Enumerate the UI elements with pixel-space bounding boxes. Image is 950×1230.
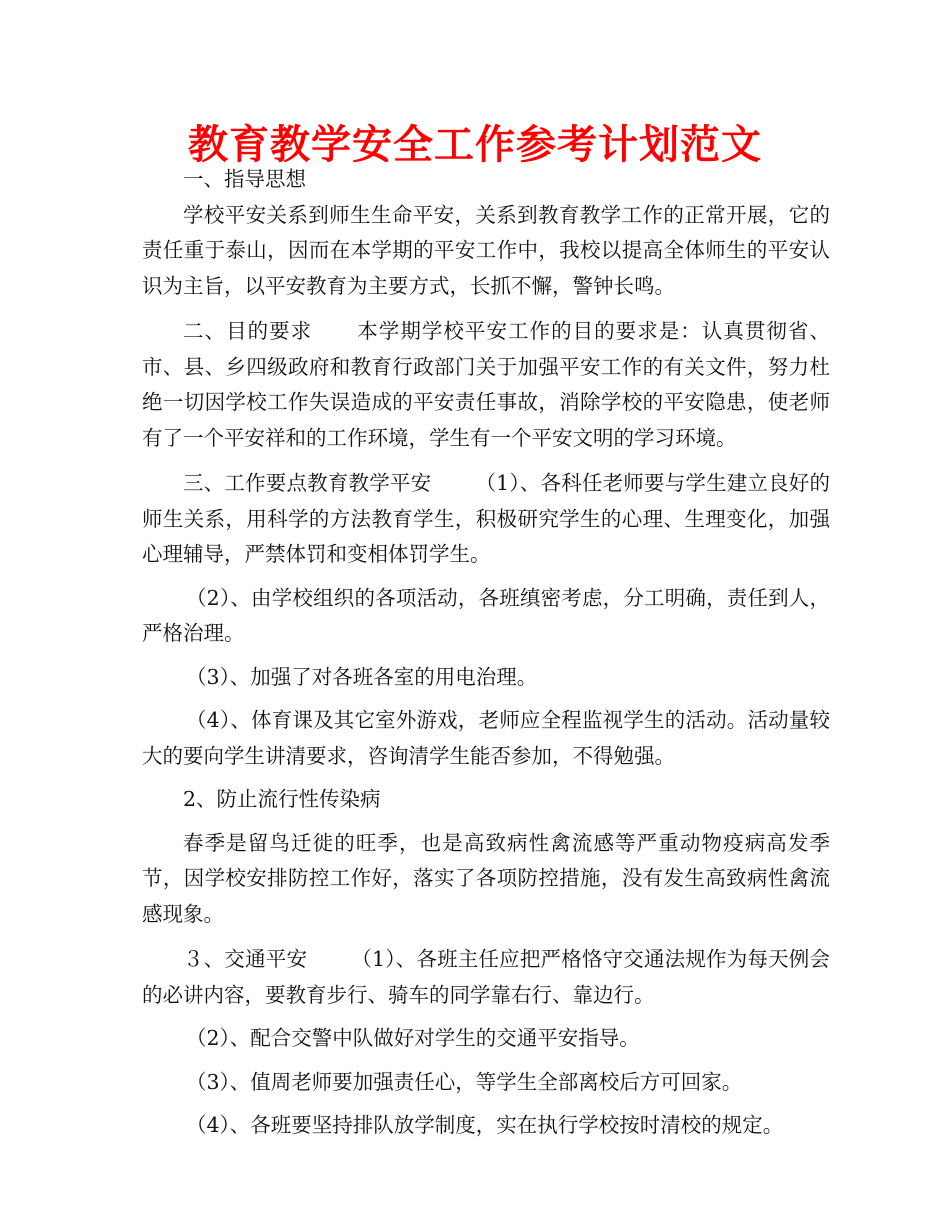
section-4-heading: 2、防止流行性传染病 xyxy=(183,787,381,811)
document-title: 教育教学安全工作参考计划范文 xyxy=(188,122,762,168)
document-body xyxy=(142,162,830,1144)
section-2-text: 本学期学校平安工作的目的要求是：认真贯彻省、市、县、乡四级政府和教育行政部门关于加强平安工作的有关文件，努力杜绝一切因学校工作失误造成的平安责任事故，消除学校的平安隐患，使老师有了一个平安祥和的工作环境，学生有一个平安文明的学习环境。 xyxy=(142,319,831,450)
section-3-paragraph xyxy=(142,466,830,573)
section-4-paragraph: 春季是留鸟迁徙的旺季，也是高致病性禽流感等严重动物疫病高发季节，因学校安排防控工作好，落实了各项防控措施，没有发生高致病性禽流感现象。 xyxy=(142,830,830,926)
section-3-item-1: （1）、各科任老师要与学生建立良好的师生关系，用科学的方法教育学生，积极研究学生的心理、生理变化，加强心理辅导，严禁体罚和变相体罚学生。 xyxy=(142,471,830,566)
section-3-item-3: （3）、加强了对各班各室的用电治理。 xyxy=(186,664,538,689)
section-5-paragraph xyxy=(142,942,830,1013)
section-1-paragraph: 学校平安关系到师生生命平安，关系到教育教学工作的正常开展，它的责任重于泰山，因而在本学期的平安工作中，我校以提高全体师生的平安认识为主旨，以平安教育为主要方式，长抓不懈，警钟长鸣。 xyxy=(142,202,830,298)
section-1-heading: 一、指导思想 xyxy=(183,167,306,191)
section-2-heading: 二、目的要求 xyxy=(183,319,313,343)
section-3-heading: 三、工作要点教育教学平安 xyxy=(183,471,432,495)
section-5-item-3: （3）、值周老师要加强责任心，等学生全部离校后方可回家。 xyxy=(186,1069,743,1094)
section-5-item-4: （4）、各班要坚持排队放学制度，实在执行学校按时清校的规定。 xyxy=(186,1113,784,1137)
section-5-heading: ３、交通平安 xyxy=(183,947,308,971)
section-3-item-2: （2）、由学校组织的各项活动，各班缜密考虑，分工明确，责任到人，严格治理。 xyxy=(142,585,830,645)
section-5-item-2: （2）、配合交警中队做好对学生的交通平安指导。 xyxy=(186,1026,640,1050)
section-2-paragraph xyxy=(142,314,830,456)
section-3-item-4: （4）、体育课及其它室外游戏，老师应全程监视学生的活动。活动量较大的要向学生讲清要求，咨询清学生能否参加，不得勉强。 xyxy=(142,708,830,768)
section-5-item-1: （1）、各班主任应把严格恪守交通法规作为每天例会的必讲内容，要教育步行、骑车的同学靠右行、靠边行。 xyxy=(142,947,830,1007)
